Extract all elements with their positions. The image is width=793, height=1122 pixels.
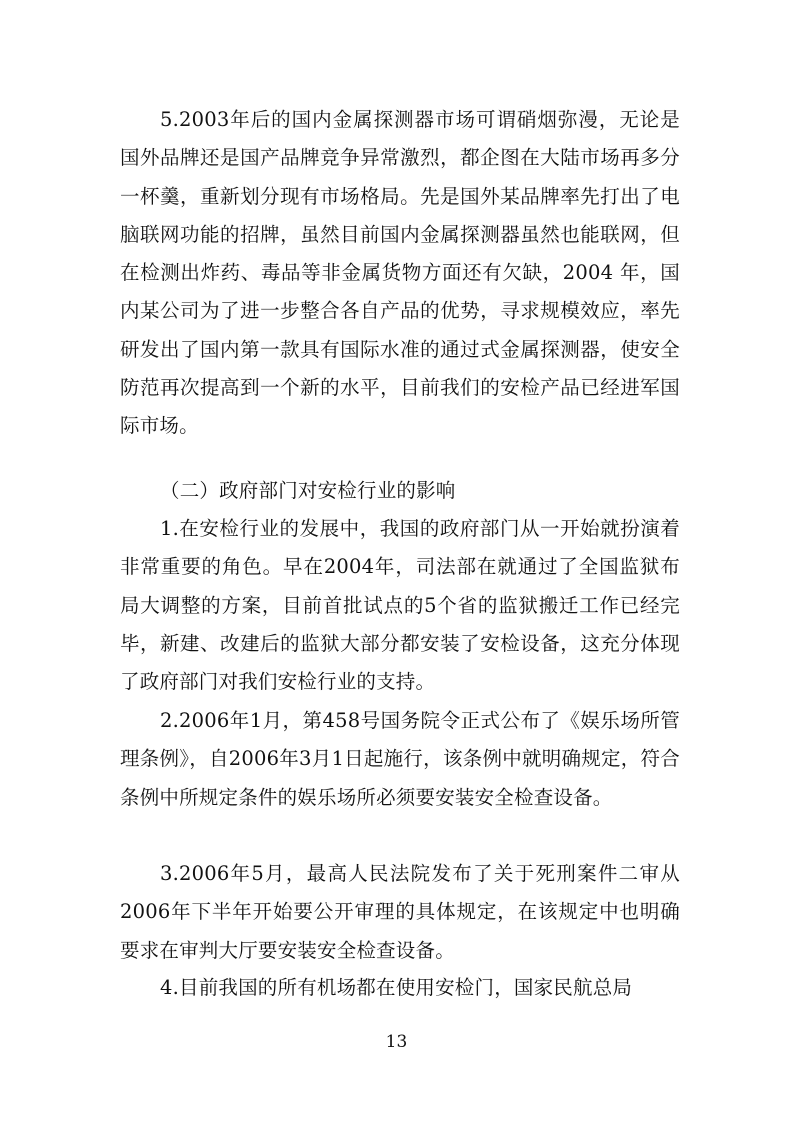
paragraph-item-1: 1.在安检行业的发展中，我国的政府部门从一开始就扮演着非常重要的角色。早在2004年，司法部在就通过了全国监狱布局大调整的方案，目前首批试点的5个省的监狱搬迁工作已经完毕，新建、改建后的监狱大部分都安装了安检设备，这充分体现了政府部门对我们安检行业的支持。 (120, 517, 680, 694)
paragraph-item-3: 3.2006年5月，最高人民法院发布了关于死刑案件二审从2006年下半年开始要公开审理的具体规定，在该规定中也明确要求在审判大厅要安装安全检查设备。 (120, 862, 680, 962)
section-heading-government-influence: （二）政府部门对安检行业的影响 (160, 479, 456, 502)
paragraph-metal-detector-market: 5.2003年后的国内金属探测器市场可谓硝烟弥漫，无论是国外品牌还是国产品牌竞争异常激烈，都企图在大陆市场再多分一杯羹，重新划分现有市场格局。先是国外某品牌率先打出了电脑联网功能的招牌，虽然目前国内金属探测器虽然也能联网，但在检测出炸药、毒品等非金属货物方面还有欠缺，2004 年，国内某公司为了进一步整合各自产品的优势，寻求规模效应，率先研发出了国内第一款具有国际水准的通过式金属探测器，使安全防范再次提高到一个新的水平，目前我们的安检产品已经进军国际市场。 (120, 108, 680, 438)
page-number: 13 (385, 1032, 408, 1052)
paragraph-item-2: 2.2006年1月，第458号国务院令正式公布了《娱乐场所管理条例》，自2006年3月1日起施行，该条例中就明确规定，符合条例中所规定条件的娱乐场所必须要安装安全检查设备。 (120, 709, 680, 809)
paragraph-item-4: 4.目前我国的所有机场都在使用安检门，国家民航总局 (160, 976, 633, 999)
